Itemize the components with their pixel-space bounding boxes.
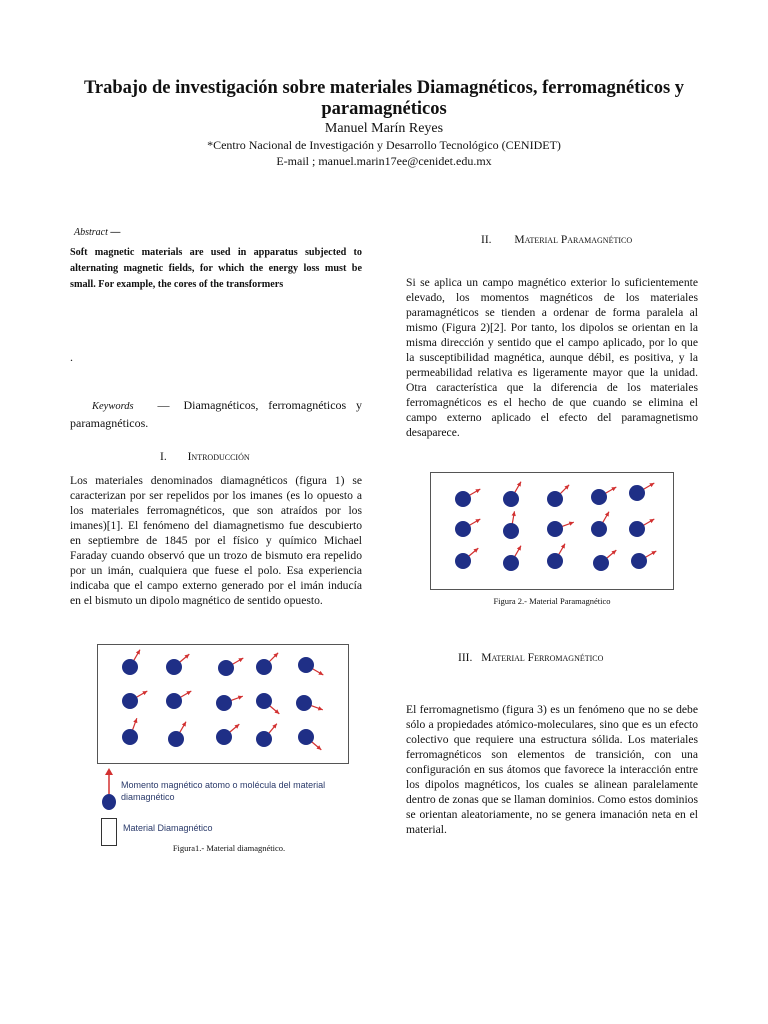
dipole: [298, 657, 323, 675]
section-title: Material Ferromagnético: [481, 652, 604, 664]
dipole: [629, 483, 654, 501]
legend-material-box: [101, 818, 117, 846]
figure-1: [97, 644, 347, 833]
dipole: [256, 653, 278, 675]
dipole: [256, 693, 279, 714]
dipole: [629, 519, 654, 537]
dipole: [122, 691, 147, 709]
ferro-paragraph: El ferromagnetismo (figura 3) es un fenómeno que no se debe sólo a propiedades atómico-moleculares, sino que es un efecto colectivo que requiere una estructura sólida. Los materiales ferromagnéticos son elementos de transición, con una configuración en sus átomos que favorece la interacción entre los dipolos magnéticos, los cuales se alinean paralelamente dentro de zonas que se llaman dominios. Como estos dominios se orientan aleatoriamente, no se genera imanación neta en el material.: [406, 703, 698, 836]
affiliation: *Centro Nacional de Investigación y Desarrollo Tecnológico (CENIDET): [207, 138, 561, 152]
dipole: [296, 695, 323, 711]
dipole: [122, 650, 140, 675]
dipole: [631, 551, 656, 569]
figure-2-diagram: [431, 473, 673, 589]
section-number: I.: [160, 451, 167, 463]
dipole: [593, 550, 616, 571]
keywords-label: Keywords: [92, 401, 134, 412]
figure-2-caption: Figura 2.- Material Paramagnético: [493, 596, 611, 606]
figure-1-caption: Figura1.- Material diamagnético.: [172, 843, 286, 853]
dipole: [455, 548, 478, 569]
legend-moment-text: Momento magnético atomo o molécula del material diamagnético: [121, 780, 326, 802]
paper-title: Trabajo de investigación sobre materiales Diamagnéticos, ferromagnéticos y paramagnéticos: [83, 78, 685, 119]
section-title: Material Paramagnético: [514, 234, 633, 246]
para-paragraph: Si se aplica un campo magnético exterior lo suficientemente elevado, los momentos magnéticos de los materiales paramagnéticos se tienden a ordenar de forma paralela al mismo (Figura 2)[2]. Por tanto, los dipolos se orientan en la misma dirección y sentido que el campo aplicado, por lo que la susceptibilidad magnética, aunque débil, es positiva, y la permeabilidad relativa es ligeramente mayor que la unidad. Otra característica que la diferencia de los materiales ferromagnéticos es el hecho de que cuando se elimina el campo externo aplicado el efecto del paramagnetismo desaparece.: [406, 276, 698, 439]
dipole: [455, 489, 480, 507]
dipole: [547, 521, 574, 537]
legend-moment-symbol: [99, 768, 119, 818]
author-name: Manuel Marín Reyes: [324, 121, 444, 136]
abstract-label: [74, 227, 120, 238]
legend-material-text: Material Diamagnético: [123, 823, 213, 833]
dipole: [166, 691, 191, 709]
section-number: II.: [481, 234, 492, 246]
dipole: [455, 519, 480, 537]
keywords-text: Diamagnéticos, ferromagnéticos y paramagnéticos.: [70, 398, 362, 430]
intro-paragraph: Los materiales denominados diamagnéticos (figura 1) se caracterizan por ser repelidos por los imanes (es lo opuesto a los materiales ferromagnéticos, que son atraídos por los imanes)[1]. El fenómeno del diamagnetismo fue descubierto en septiembre de 1845 por el físico y químico Michael Faraday cuando observó que un trozo de bismuto era repelido por un imán, cualquiera que fuese el polo. Esa experiencia indicaba que el campo externo generado por el imán inducía en el bismuto un dipolo magnético de sentido opuesto.: [70, 474, 362, 607]
abstract-label-text: Abstract: [74, 227, 108, 238]
dipole: [166, 654, 189, 675]
dipole: [503, 482, 521, 507]
dipole: [298, 729, 321, 750]
abstract-trailing-dot: .: [70, 350, 73, 364]
dipole: [216, 724, 239, 745]
section-heading-intro: [160, 451, 250, 463]
dipole: [503, 546, 521, 571]
section-heading-para: [481, 234, 632, 246]
dipole: [122, 718, 138, 745]
keywords-paragraph: [70, 397, 362, 431]
dipole: [547, 544, 565, 569]
section-number: III.: [458, 652, 473, 664]
dipole: [503, 511, 519, 539]
section-heading-ferro: [458, 652, 603, 664]
abstract-dash: —: [110, 227, 121, 238]
dipole: [591, 512, 609, 537]
figure-2: [430, 472, 674, 590]
dipole: [168, 722, 186, 747]
dipole: [218, 658, 243, 676]
dipole: [547, 485, 569, 507]
section-title: Introducción: [187, 451, 250, 463]
dipole: [591, 487, 616, 505]
abstract-text: Soft magnetic materials are used in apparatus subjected to alternating magnetic fields, for which the energy loss must be small. For example, the cores of the transformers: [70, 247, 362, 290]
dipole: [216, 695, 243, 711]
keywords-dash: —: [157, 398, 170, 412]
dipole: [256, 724, 277, 747]
email-line: E-mail ; manuel.marin17ee@cenidet.edu.mx: [276, 154, 492, 168]
figure-1-diagram: [97, 644, 349, 764]
